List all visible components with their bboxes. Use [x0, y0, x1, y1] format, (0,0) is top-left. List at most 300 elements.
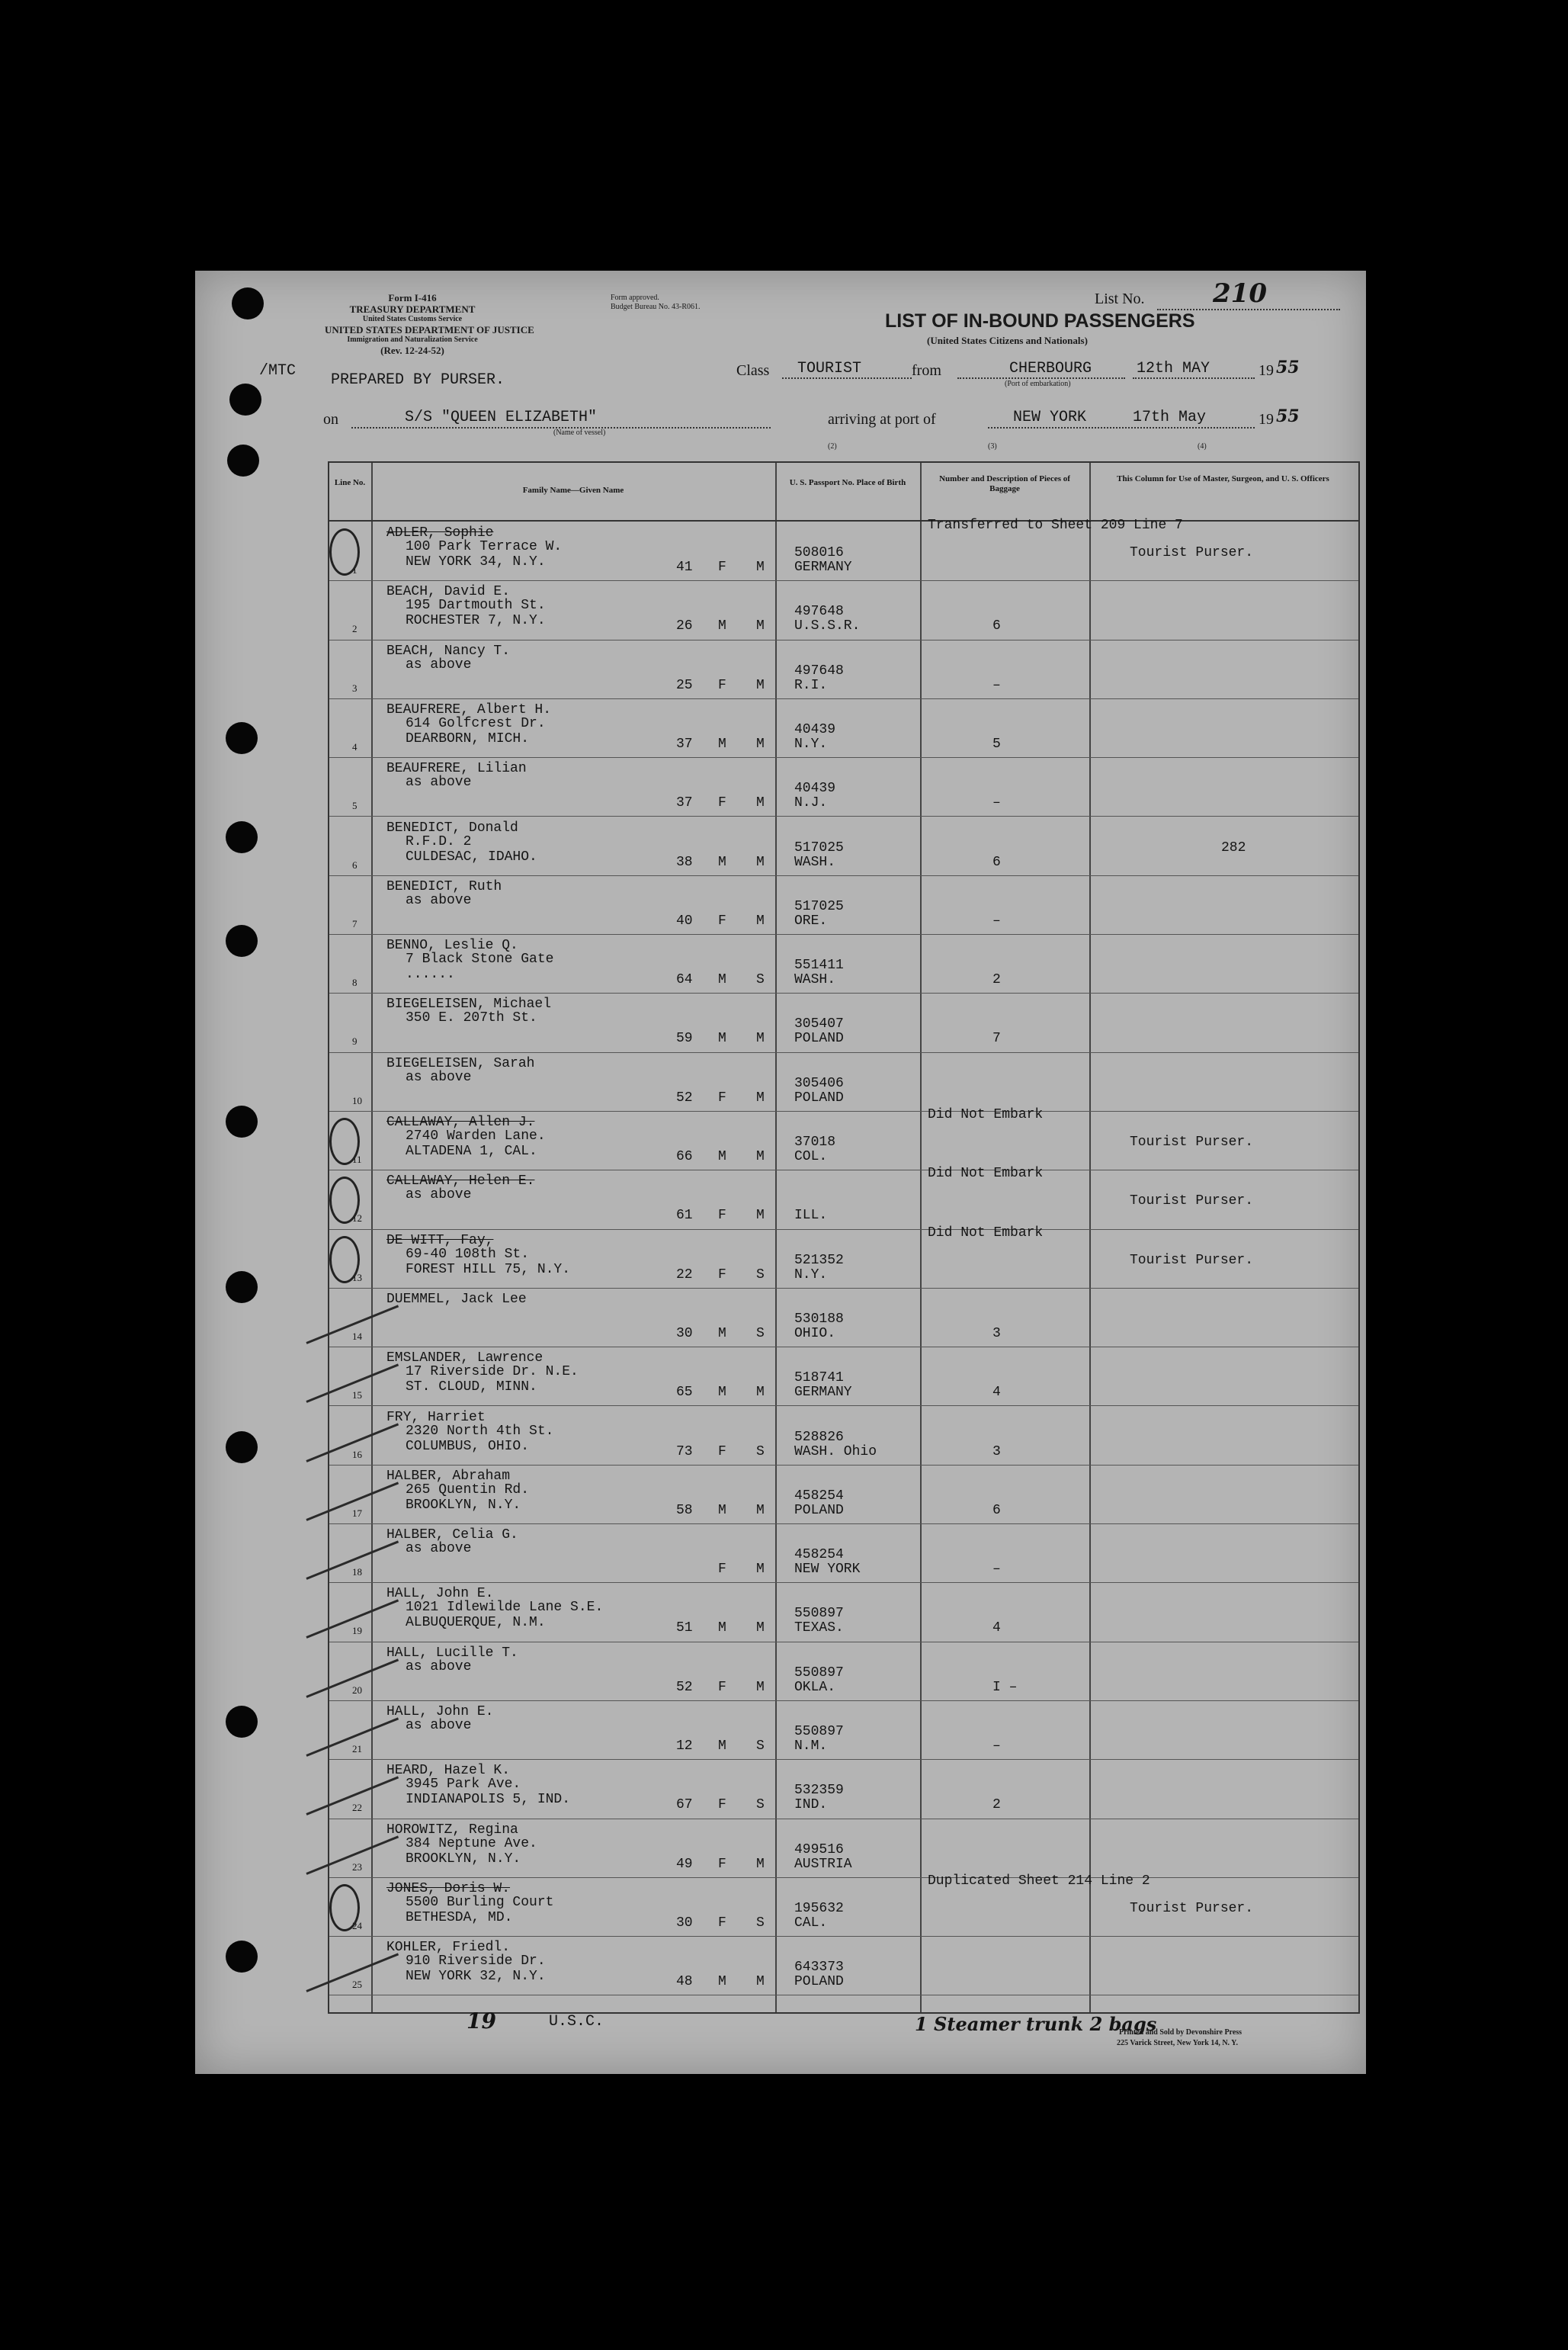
passenger-name: CALLAWAY, Helen E. [386, 1173, 535, 1189]
line-number: 24 [352, 1919, 362, 1931]
agency-header [325, 292, 534, 356]
officer-note: Did Not Embark [928, 1166, 1044, 1182]
sex: M [718, 1325, 726, 1341]
passport-number: 550897 [794, 1724, 844, 1739]
punch-hole [226, 925, 258, 957]
officer-note: Did Not Embark [928, 1225, 1044, 1241]
passport-number: 40439 [794, 721, 836, 737]
place-of-birth: GERMANY [794, 1385, 852, 1401]
age: 64 [676, 972, 693, 988]
punch-hole [226, 1106, 258, 1138]
officer-note-2: Tourist Purser. [1130, 1900, 1254, 1916]
age: 40 [676, 913, 693, 929]
age: 73 [676, 1443, 693, 1459]
sex: F [718, 1090, 726, 1106]
passport-number: 195632 [794, 1900, 844, 1916]
sex: F [718, 1266, 726, 1283]
baggage-count: 2 [992, 1797, 1001, 1813]
age: 25 [676, 677, 693, 693]
marital-status: M [756, 618, 765, 634]
marital-status: M [756, 913, 765, 929]
age: 41 [676, 560, 693, 575]
footer-hand-note: 1 Steamer trunk 2 bags [915, 2013, 1157, 2035]
passenger-name: BIEGELEISEN, Michael [386, 997, 552, 1013]
passenger-name: DUEMMEL, Jack Lee [386, 1291, 527, 1307]
address-line-2: ROCHESTER 7, N.Y. [406, 613, 546, 629]
place-of-birth: N.Y. [794, 1266, 828, 1283]
dotted-rule [782, 377, 912, 379]
address-line-2: BROOKLYN, N.Y. [406, 1497, 521, 1513]
place-of-birth: R.I. [794, 677, 828, 693]
officer-note-2: Tourist Purser. [1130, 1252, 1254, 1268]
address-line-2: NEW YORK 34, N.Y. [406, 554, 546, 570]
table-row [329, 817, 1358, 876]
marital-status: M [756, 1090, 765, 1106]
passenger-name: BIEGELEISEN, Sarah [386, 1055, 535, 1071]
punch-hole [226, 821, 258, 853]
passport-number: 499516 [794, 1841, 844, 1857]
table-row [329, 581, 1358, 640]
punch-hole [226, 1431, 258, 1463]
table-row [329, 1760, 1358, 1819]
place-of-birth: WASH. Ohio [794, 1443, 877, 1459]
embark-note: (Port of embarkation) [1005, 380, 1071, 388]
age: 12 [676, 1738, 693, 1754]
marital-status: S [756, 1915, 765, 1931]
line-number: 4 [352, 740, 358, 753]
passenger-name: HEARD, Hazel K. [386, 1763, 511, 1779]
baggage-count: – [992, 1738, 1001, 1754]
arriving-label: arriving at port of [828, 411, 936, 428]
passport-number: 517025 [794, 898, 844, 914]
age: 65 [676, 1385, 693, 1401]
address-line-1: 69-40 108th St. [406, 1246, 530, 1262]
table-row [329, 1701, 1358, 1760]
passport-number: 643373 [794, 1960, 844, 1976]
revision: (Rev. 12-24-52) [380, 345, 444, 356]
sex: M [718, 736, 726, 752]
baggage-count: 7 [992, 1031, 1001, 1047]
on-label: on [323, 411, 338, 428]
table-row [329, 1466, 1358, 1524]
address-line-1: 384 Neptune Ave. [406, 1835, 537, 1851]
address-line-1: 7 Black Stone Gate [406, 952, 554, 968]
year-2: 55 [1276, 406, 1300, 426]
sex: F [718, 913, 726, 929]
sex: M [718, 1738, 726, 1754]
punch-hole [226, 1271, 258, 1303]
place-of-birth: NEW YORK [794, 1562, 861, 1578]
table-row [329, 1642, 1358, 1701]
baggage-count: 2 [992, 972, 1001, 988]
passenger-name: HOROWITZ, Regina [386, 1822, 518, 1838]
passenger-name: EMSLANDER, Lawrence [386, 1350, 544, 1366]
place-of-birth: POLAND [794, 1090, 844, 1106]
from-value: CHERBOURG [1009, 360, 1092, 377]
mtc-mark: /MTC [259, 362, 297, 380]
col-num-4: (4) [1198, 442, 1207, 451]
address-line-1: 100 Park Terrace W. [406, 539, 563, 554]
passport-number: 551411 [794, 958, 844, 974]
sex: M [718, 1620, 726, 1636]
line-number: 17 [352, 1507, 362, 1519]
baggage-count: 4 [992, 1620, 1001, 1636]
table-row [329, 1873, 1358, 1937]
place-of-birth: IND. [794, 1797, 828, 1813]
passport-number: 37018 [794, 1135, 836, 1150]
line-number: 12 [352, 1212, 362, 1225]
address-line-1: as above [406, 1658, 472, 1674]
table-row [329, 640, 1358, 699]
marital-status: M [756, 1974, 765, 1990]
punch-hole [226, 1941, 258, 1973]
baggage-count: – [992, 1562, 1001, 1578]
age: 38 [676, 854, 693, 870]
sex: F [718, 1562, 726, 1578]
sex: F [718, 1208, 726, 1224]
class-label: Class [736, 362, 770, 379]
place-of-birth: TEXAS. [794, 1620, 844, 1636]
marital-status: M [756, 1031, 765, 1047]
sex: M [718, 854, 726, 870]
address-line-2: ...... [406, 967, 455, 983]
address-line-2: COLUMBUS, OHIO. [406, 1438, 530, 1454]
line-number: 19 [352, 1625, 362, 1637]
passport-number: 305407 [794, 1016, 844, 1032]
baggage-count: – [992, 677, 1001, 693]
sex: F [718, 560, 726, 575]
address-line-2: INDIANAPOLIS 5, IND. [406, 1792, 571, 1808]
punch-hole [232, 287, 264, 319]
address-line-2: NEW YORK 32, N.Y. [406, 1969, 546, 1985]
place-of-birth: N.M. [794, 1738, 828, 1754]
place-of-birth: OKLA. [794, 1679, 836, 1695]
dotted-rule [957, 377, 1125, 379]
ins-service: Immigration and Naturalization Service [347, 335, 478, 344]
punch-hole [227, 445, 259, 477]
passport-number: 40439 [794, 781, 836, 797]
line-number: 22 [352, 1802, 362, 1814]
baggage-count: 4 [992, 1385, 1001, 1401]
line-number: 5 [352, 800, 358, 812]
marital-status: S [756, 1325, 765, 1341]
passport-number: 528826 [794, 1429, 844, 1445]
place-of-birth: CAL. [794, 1915, 828, 1931]
punch-hole [229, 384, 261, 416]
passport-number: 517025 [794, 840, 844, 856]
passenger-name: DE WITT, Fay, [386, 1232, 494, 1248]
circle-mark [329, 1236, 360, 1283]
address-line-1: 2320 North 4th St. [406, 1423, 554, 1439]
address-line-2: ST. CLOUD, MINN. [406, 1379, 537, 1395]
treasury-dept: TREASURY DEPARTMENT [349, 303, 476, 315]
officer-note-2: Tourist Purser. [1130, 545, 1254, 560]
marital-status: M [756, 1385, 765, 1401]
place-of-birth: POLAND [794, 1031, 844, 1047]
place-of-birth: N.Y. [794, 736, 828, 752]
marital-status: M [756, 795, 765, 811]
age: 49 [676, 1856, 693, 1872]
col-num-2: (2) [828, 442, 837, 451]
sex: F [718, 1679, 726, 1695]
vessel-note: (Name of vessel) [553, 429, 606, 437]
passenger-name: HALBER, Abraham [386, 1468, 511, 1484]
from-label: from [912, 362, 941, 379]
passenger-name: BENEDICT, Ruth [386, 878, 502, 894]
line-number: 3 [352, 682, 358, 694]
address-line-2: FOREST HILL 75, N.Y. [406, 1261, 571, 1277]
table-row [329, 1524, 1358, 1583]
age: 67 [676, 1797, 693, 1813]
age: 59 [676, 1031, 693, 1047]
address-line-1: 614 Golfcrest Dr. [406, 715, 546, 731]
marital-status: M [756, 1856, 765, 1872]
from-date: 12th MAY [1137, 360, 1210, 377]
table-row [329, 935, 1358, 994]
address-line-2: DEARBORN, MICH. [406, 730, 530, 746]
sex: F [718, 1443, 726, 1459]
baggage-count: – [992, 795, 1001, 811]
justice-dept: UNITED STATES DEPARTMENT OF JUSTICE [325, 324, 534, 335]
place-of-birth: OHIO. [794, 1325, 836, 1341]
table-row [329, 758, 1358, 817]
age: 37 [676, 795, 693, 811]
address-line-1: as above [406, 1541, 472, 1557]
table-row [329, 1347, 1358, 1406]
col-header-name: Family Name—Given Name [522, 486, 624, 495]
table-row [329, 1225, 1358, 1289]
place-of-birth: U.S.S.R. [794, 618, 861, 634]
officer-note-2: 282 [1221, 840, 1246, 856]
address-line-2: BETHESDA, MD. [406, 1909, 513, 1925]
passport-number: 508016 [794, 545, 844, 560]
passenger-name: CALLAWAY, Allen J. [386, 1115, 535, 1130]
place-of-birth: GERMANY [794, 560, 852, 575]
place-of-birth: ILL. [794, 1208, 828, 1224]
marital-status: M [756, 1502, 765, 1518]
address-line-1: as above [406, 657, 472, 673]
marital-status: M [756, 1679, 765, 1695]
address-line-1: 2740 Warden Lane. [406, 1128, 546, 1144]
table-row [329, 518, 1358, 581]
age: 52 [676, 1679, 693, 1695]
address-line-1: 17 Riverside Dr. N.E. [406, 1364, 579, 1380]
baggage-count: – [992, 913, 1001, 929]
table-row [329, 994, 1358, 1052]
officer-note: Did Not Embark [928, 1107, 1044, 1122]
officer-note: Transferred to Sheet 209 Line 7 [928, 518, 1183, 533]
address-line-1: 350 E. 207th St. [406, 1010, 537, 1026]
baggage-count: 6 [992, 1502, 1001, 1518]
line-number: 6 [352, 859, 358, 871]
table-row [329, 1583, 1358, 1642]
footer-count: 19 [467, 2008, 496, 2034]
circle-mark [329, 1118, 360, 1165]
arrival-date: 17th May [1133, 409, 1207, 426]
customs-service: United States Customs Service [362, 315, 463, 323]
marital-status: S [756, 1797, 765, 1813]
form-approved: Form approved. Budget Bureau No. 43-R061. [611, 294, 701, 311]
table-row [329, 1107, 1358, 1170]
place-of-birth: WASH. [794, 854, 836, 870]
line-number: 18 [352, 1566, 362, 1578]
sex: M [718, 1031, 726, 1047]
passenger-name: KOHLER, Friedl. [386, 1940, 511, 1956]
table-row [329, 1166, 1358, 1229]
year-prefix-2: 19 [1259, 411, 1274, 428]
age: 51 [676, 1620, 693, 1636]
passenger-table [328, 461, 1360, 2014]
line-number: 9 [352, 1035, 358, 1048]
marital-status: S [756, 1738, 765, 1754]
line-number: 11 [352, 1154, 362, 1165]
marital-status: S [756, 972, 765, 988]
baggage-count: 6 [992, 618, 1001, 634]
marital-status: M [756, 854, 765, 870]
col-num-3: (3) [988, 442, 997, 451]
passport-number: 305406 [794, 1075, 844, 1091]
age: 30 [676, 1915, 693, 1931]
sex: M [718, 972, 726, 988]
vessel-name: S/S "QUEEN ELIZABETH" [405, 409, 598, 426]
sex: M [718, 1974, 726, 1990]
passenger-name: BEACH, Nancy T. [386, 643, 511, 659]
marital-status: M [756, 736, 765, 752]
age: 52 [676, 1090, 693, 1106]
form-number: Form I-416 [388, 292, 437, 303]
age: 66 [676, 1149, 693, 1164]
address-line-1: 910 Riverside Dr. [406, 1954, 546, 1970]
line-number: 10 [352, 1094, 362, 1106]
age: 30 [676, 1325, 693, 1341]
baggage-count: 3 [992, 1325, 1001, 1341]
punch-hole [226, 722, 258, 754]
passport-number: 530188 [794, 1311, 844, 1327]
prepared-by: PREPARED BY PURSER. [331, 371, 505, 389]
passenger-name: BEAUFRERE, Lilian [386, 761, 527, 777]
marital-status: M [756, 677, 765, 693]
sex: F [718, 677, 726, 693]
age: 61 [676, 1208, 693, 1224]
dotted-rule [1133, 377, 1255, 379]
table-row [329, 1053, 1358, 1112]
table-row [329, 876, 1358, 935]
address-line-1: as above [406, 1187, 472, 1203]
marital-status: S [756, 1266, 765, 1283]
passport-number: 518741 [794, 1370, 844, 1386]
passport-number: 532359 [794, 1783, 844, 1799]
sex: M [718, 1385, 726, 1401]
address-line-1: as above [406, 775, 472, 791]
sex: M [718, 1149, 726, 1164]
line-number: 20 [352, 1684, 362, 1696]
passenger-name: HALBER, Celia G. [386, 1527, 518, 1543]
sex: F [718, 1915, 726, 1931]
passport-number: 497648 [794, 604, 844, 620]
line-number: 1 [352, 564, 358, 576]
address-line-2: ALTADENA 1, CAL. [406, 1144, 537, 1159]
passport-number: 521352 [794, 1252, 844, 1268]
sex: M [718, 1502, 726, 1518]
line-number: 14 [352, 1330, 362, 1342]
address-line-1: 265 Quentin Rd. [406, 1482, 530, 1498]
passenger-name: BENEDICT, Donald [386, 820, 518, 836]
address-line-1: as above [406, 1069, 472, 1085]
table-row [329, 1289, 1358, 1347]
year-prefix-1: 19 [1259, 362, 1274, 379]
passport-number: 458254 [794, 1488, 844, 1504]
address-line-2: ALBUQUERQUE, N.M. [406, 1615, 546, 1631]
col-header-officers: This Column for Use of Master, Surgeon, and U. S. Officers [1117, 474, 1329, 483]
passenger-name: BENNO, Leslie Q. [386, 938, 518, 954]
sex: F [718, 1856, 726, 1872]
line-number: 15 [352, 1389, 362, 1401]
marital-status: M [756, 1562, 765, 1578]
passport-number: 497648 [794, 663, 844, 679]
punch-hole [226, 1706, 258, 1738]
footer-usc: U.S.C. [549, 2013, 604, 2031]
list-no-value: 210 [1213, 278, 1267, 309]
line-number: 25 [352, 1979, 362, 1991]
line-number: 7 [352, 917, 358, 929]
baggage-count: 5 [992, 736, 1001, 752]
address-line-2: BROOKLYN, N.Y. [406, 1851, 521, 1867]
place-of-birth: COL. [794, 1149, 828, 1164]
table-row [329, 1407, 1358, 1466]
year-1: 55 [1276, 358, 1300, 377]
marital-status: M [756, 1620, 765, 1636]
officer-note: Duplicated Sheet 214 Line 2 [928, 1873, 1150, 1889]
address-line-1: 5500 Burling Court [406, 1894, 554, 1910]
age: 48 [676, 1974, 693, 1990]
place-of-birth: POLAND [794, 1502, 844, 1518]
age: 22 [676, 1266, 693, 1283]
circle-mark [329, 1884, 360, 1931]
passenger-name: BEAUFRERE, Albert H. [386, 701, 552, 718]
passenger-name: BEACH, David E. [386, 584, 511, 600]
address-line-1: 1021 Idlewilde Lane S.E. [406, 1600, 604, 1616]
table-row [329, 1819, 1358, 1878]
dotted-rule [988, 427, 1255, 429]
marital-status: M [756, 1149, 765, 1164]
age: 37 [676, 736, 693, 752]
arrival-port: NEW YORK [1013, 409, 1087, 426]
marital-status: M [756, 1208, 765, 1224]
circle-mark [329, 1177, 360, 1224]
class-value: TOURIST [797, 360, 862, 377]
address-line-1: 3945 Park Ave. [406, 1777, 521, 1793]
passport-number: 458254 [794, 1547, 844, 1563]
place-of-birth: POLAND [794, 1974, 844, 1990]
line-number: 8 [352, 977, 358, 989]
age: 58 [676, 1502, 693, 1518]
passport-number: 550897 [794, 1665, 844, 1681]
list-no-label: List No. [1095, 291, 1145, 307]
baggage-count: 6 [992, 854, 1001, 870]
place-of-birth: AUSTRIA [794, 1856, 852, 1872]
marital-status: M [756, 560, 765, 575]
circle-mark [329, 528, 360, 576]
age: 26 [676, 618, 693, 634]
col-header-passport: U. S. Passport No. Place of Birth [789, 478, 906, 487]
passport-number: 550897 [794, 1606, 844, 1622]
marital-status: S [756, 1443, 765, 1459]
col-header-line: Line No. [334, 478, 366, 487]
address-line-1: 195 Dartmouth St. [406, 598, 546, 614]
passenger-name: JONES, Doris W. [386, 1880, 511, 1896]
table-row [329, 699, 1358, 758]
line-number: 23 [352, 1860, 362, 1873]
